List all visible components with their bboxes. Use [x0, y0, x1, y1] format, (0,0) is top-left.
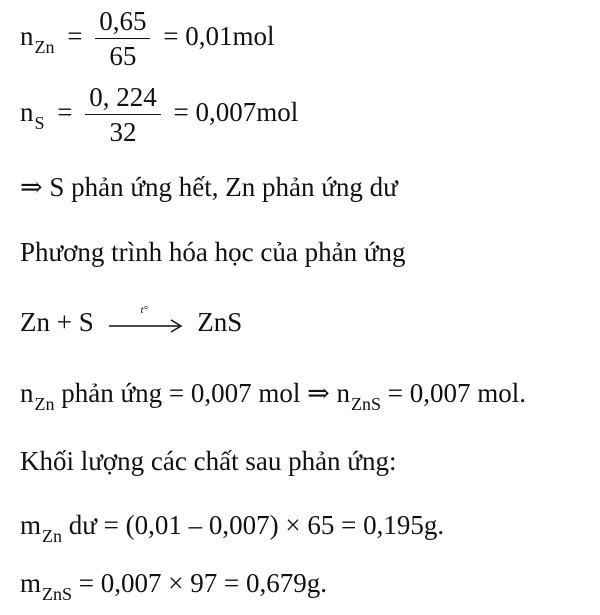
numerator: 0, 224 [85, 84, 161, 115]
var-n: n [20, 21, 34, 52]
subscript-zn: Zn [34, 37, 55, 58]
denominator: 65 [109, 41, 137, 71]
reaction-arrow-icon [107, 303, 185, 335]
mass-zns-text: = 0,007 × 97 = 0,679g. [72, 568, 327, 598]
equation-n-zn [20, 8, 274, 70]
text-part-2: = 0,007 mol. [381, 378, 526, 408]
var-n: n [20, 97, 34, 128]
subscript-zns: ZnS [350, 394, 381, 414]
heading-equation: Phương trình hóa học của phản ứng [20, 237, 406, 267]
equation-n-s [20, 84, 298, 146]
mass-zns-line [20, 568, 327, 604]
numerator: 0,65 [95, 8, 150, 39]
mass-zn-line [20, 510, 445, 546]
reactants: Zn + S [20, 307, 94, 337]
mole-reaction-line [20, 378, 526, 414]
text-part-1: phản ứng = 0,007 mol ⇒ [54, 378, 337, 408]
equals-sign: = [67, 21, 83, 52]
result: = 0,007mol [173, 97, 299, 128]
var-n: n [20, 378, 34, 408]
product: ZnS [197, 307, 243, 337]
fraction [95, 8, 150, 70]
equals-sign: = [57, 97, 73, 128]
var-n: n [336, 378, 350, 408]
mass-zn-text: dư = (0,01 – 0,007) × 65 = 0,195g. [62, 510, 445, 540]
subscript-zn: Zn [42, 526, 63, 546]
conclusion-line: ⇒ S phản ứng hết, Zn phản ứng dư [20, 172, 398, 202]
subscript-zn: Zn [34, 394, 55, 414]
denominator: 32 [109, 117, 137, 147]
mass-heading: Khối lượng các chất sau phản ứng: [20, 446, 397, 476]
var-m: m [20, 510, 42, 540]
fraction [85, 84, 161, 146]
var-m: m [20, 568, 42, 598]
subscript-s: S [34, 113, 45, 134]
reaction-condition: t° [140, 303, 148, 316]
result: = 0,01mol [163, 21, 275, 52]
reaction-equation [20, 303, 243, 337]
subscript-zns: ZnS [42, 584, 73, 604]
